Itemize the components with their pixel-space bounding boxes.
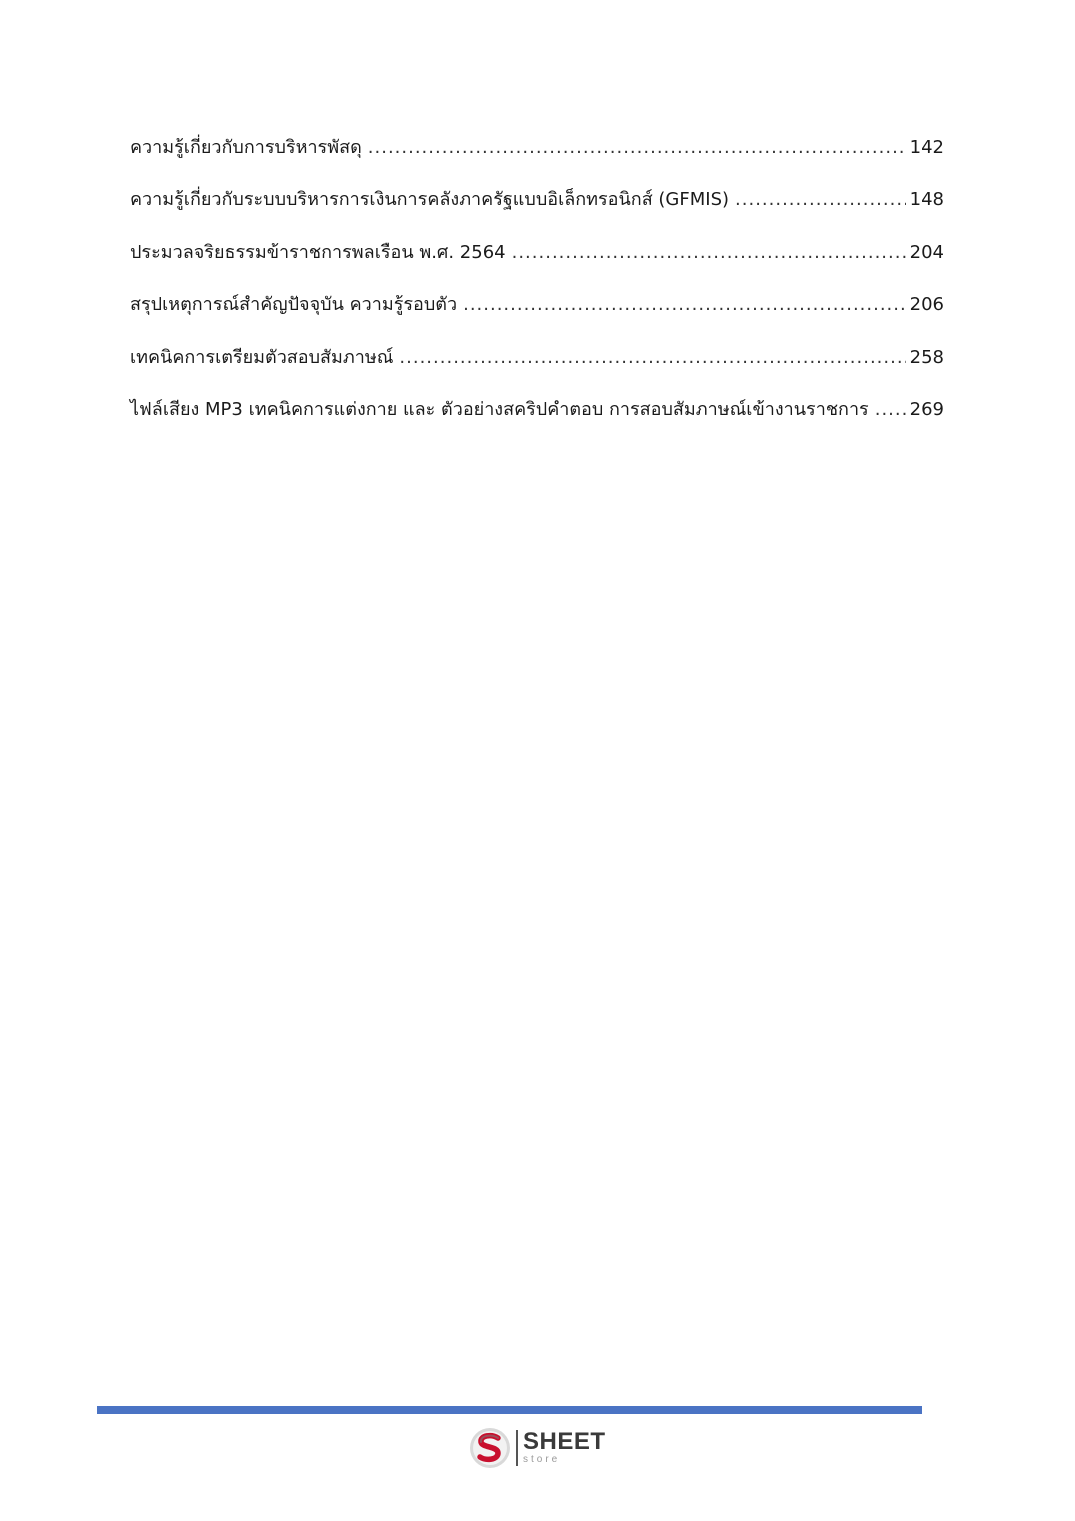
sheet-store-s-logo-icon	[468, 1426, 512, 1470]
toc-entry[interactable]	[130, 130, 944, 182]
toc-entry[interactable]	[130, 340, 944, 392]
toc-dot-leader	[399, 340, 905, 376]
toc-dot-leader	[512, 235, 906, 271]
toc-entry-title: สรุปเหตุการณ์สำคัญปัจจุบัน ความรู้รอบตัว	[130, 294, 458, 316]
toc-entry-page: 258	[909, 346, 944, 368]
toc-entry[interactable]	[130, 182, 944, 234]
toc-entry-title: ประมวลจริยธรรมข้าราชการพลเรือน พ.ศ. 2564	[130, 241, 506, 263]
toc-dot-leader	[368, 130, 906, 166]
toc-dot-leader	[463, 287, 906, 323]
toc-entry-page: 206	[909, 294, 944, 316]
logo-divider	[516, 1430, 518, 1466]
toc-entry-title: ความรู้เกี่ยวกับการบริหารพัสดุ	[130, 137, 362, 158]
sheet-store-logo	[468, 1425, 606, 1470]
logo-sub-text: store	[523, 1454, 561, 1465]
toc-entry-title: ไฟล์เสียง MP3 เทคนิคการแต่งกาย และ ตัวอย่างสคริปคำตอบ การสอบสัมภาษณ์เข้างานราชการ	[130, 398, 869, 420]
toc-entry-page: 269	[909, 398, 944, 420]
logo-main-text: SHEET	[523, 1428, 606, 1455]
logo-wordmark	[523, 1430, 606, 1465]
toc-entry[interactable]	[130, 392, 944, 444]
toc-entry[interactable]	[130, 287, 944, 339]
toc-entry-title: ความรู้เกี่ยวกับระบบบริหารการเงินการคลังภาครัฐแบบอิเล็กทรอนิกส์ (GFMIS)	[130, 189, 730, 211]
toc-entry-page: 148	[909, 189, 944, 211]
toc-entry-page: 142	[909, 137, 944, 158]
table-of-contents	[130, 130, 944, 444]
footer-divider	[97, 1406, 922, 1414]
toc-dot-leader	[735, 182, 906, 218]
toc-entry-page: 204	[909, 241, 944, 263]
toc-entry-title: เทคนิคการเตรียมตัวสอบสัมภาษณ์	[130, 346, 394, 368]
toc-dot-leader	[875, 392, 906, 428]
toc-entry[interactable]	[130, 235, 944, 287]
